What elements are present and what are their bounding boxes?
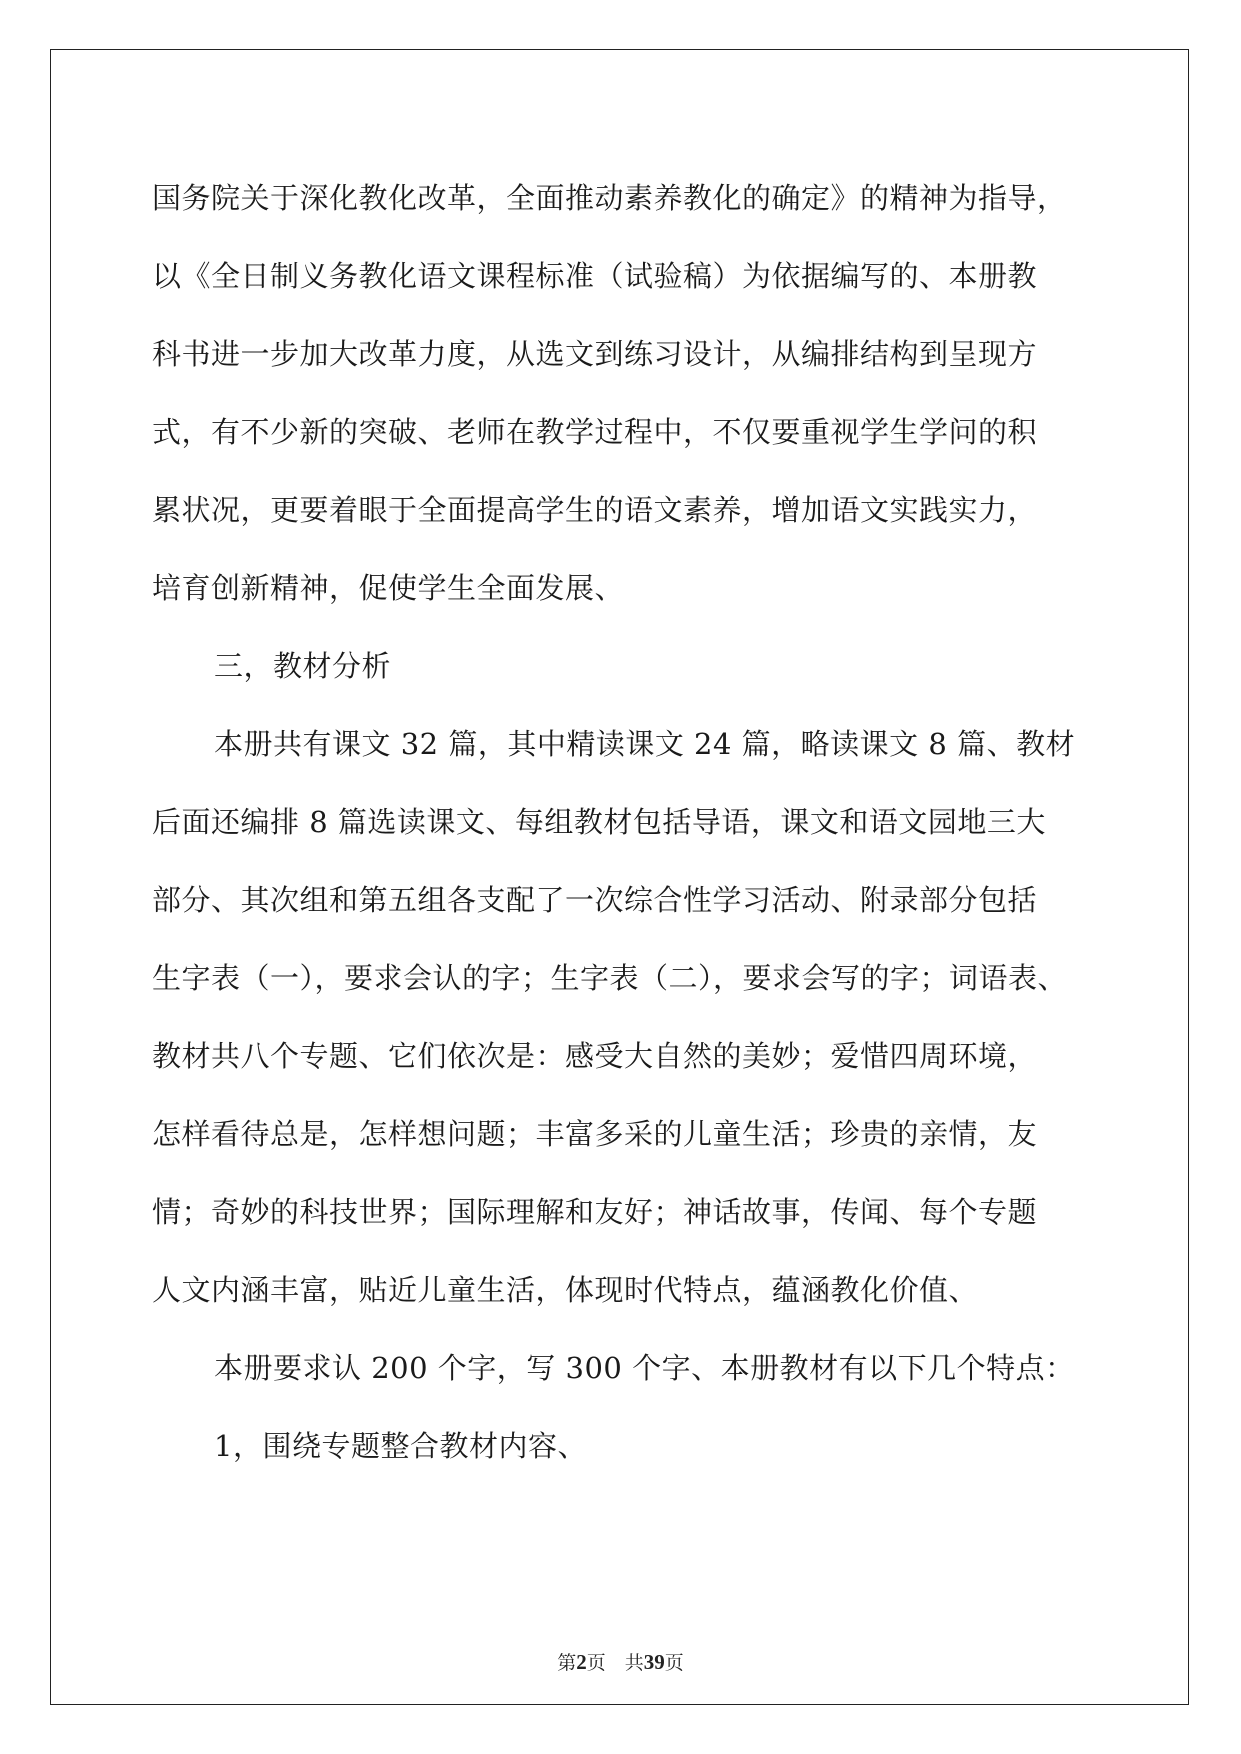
text-line: 国务院关于深化教化改革，全面推动素养教化的确定》的精神为指导， [152,181,1067,215]
current-page-number: 2 [576,1650,587,1674]
footer-prefix: 第 [557,1652,577,1674]
text-line: 人文内涵丰富，贴近儿童生活，体现时代特点，蕴涵教化价值、 [152,1273,979,1307]
text-line: 本册要求认 200 个字，写 300 个字、本册教材有以下几个特点： [214,1351,1075,1385]
footer-middle: 页 共 [586,1652,644,1674]
text-line: 部分、其次组和第五组各支配了一次综合性学习活动、附录部分包括 [152,883,1038,917]
footer-suffix: 页 [664,1652,684,1674]
total-pages-number: 39 [643,1650,665,1674]
page-footer [0,1648,1241,1675]
text-line: 科书进一步加大改革力度，从选文到练习设计，从编排结构到呈现方 [152,337,1038,371]
text-line: 式，有不少新的突破、老师在教学过程中，不仅要重视学生学问的积 [152,415,1038,449]
text-line: 后面还编排 8 篇选读课文、每组教材包括导语，课文和语文园地三大 [152,805,1046,839]
document-body [152,159,1092,1485]
list-item-heading: 1，围绕专题整合教材内容、 [214,1429,587,1463]
text-line: 情；奇妙的科技世界；国际理解和友好；神话故事，传闻、每个专题 [152,1195,1038,1229]
text-line: 累状况，更要着眼于全面提高学生的语文素养，增加语文实践实力， [152,493,1038,527]
text-line: 怎样看待总是，怎样想问题；丰富多采的儿童生活；珍贵的亲情，友 [152,1117,1038,1151]
text-line: 教材共八个专题、它们依次是：感受大自然的美妙；爱惜四周环境， [152,1039,1038,1073]
text-line: 本册共有课文 32 篇，其中精读课文 24 篇，略读课文 8 篇、教材 [214,727,1076,761]
text-line: 培育创新精神，促使学生全面发展、 [152,571,625,605]
text-line: 以《全日制义务教化语文课程标准（试验稿）为依据编写的、本册教 [152,259,1038,293]
section-heading: 三，教材分析 [214,649,392,683]
text-line: 生字表（一），要求会认的字；生字表（二），要求会写的字；词语表、 [152,961,1068,995]
